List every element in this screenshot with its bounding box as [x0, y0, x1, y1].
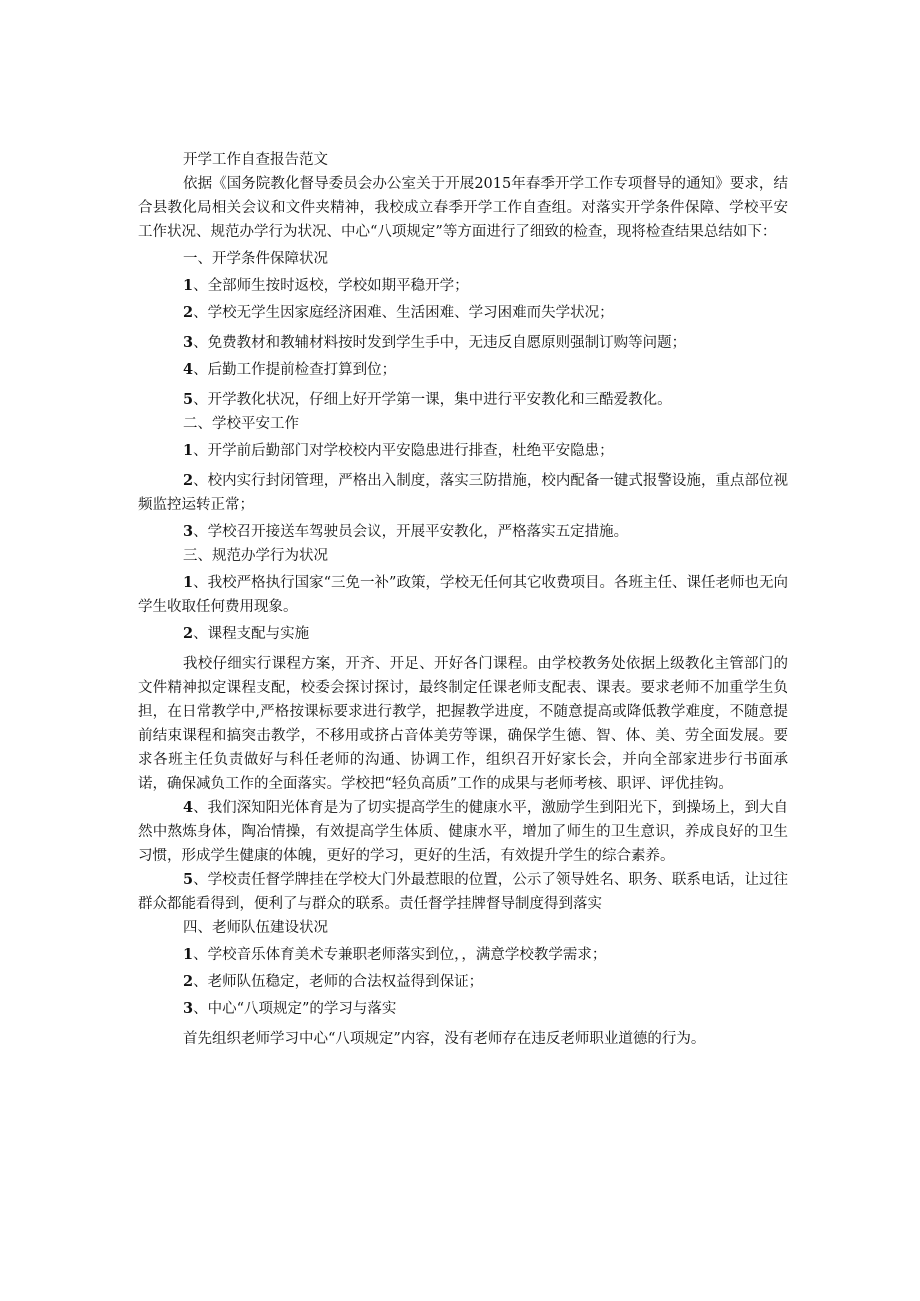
- section-1-item-3: 3、免费教材和教辅材料按时发到学生手中，无违反自愿原则强制订购等问题；: [183, 334, 687, 351]
- section-3-heading: 三、规范办学行为状况: [183, 548, 328, 564]
- section-1-item-5: 5、开学教化状况，仔细上好开学第一课，集中进行平安教化和三酷爱教化。: [183, 391, 672, 408]
- section-2-item-3: 3、学校召开接送车驾驶员会议，开展平安教化，严格落实五定措施。: [183, 523, 629, 540]
- section-3-item-1: 1、我校严格执行国家“三免一补”政策，学校无任何其它收费项目。各班主任、课任老师也无向学生收取任何费用现象。: [138, 574, 788, 615]
- section-4-heading: 四、老师队伍建设状况: [183, 920, 328, 936]
- section-2-item-1: 1、开学前后勤部门对学校校内平安隐患进行排查，杜绝平安隐患；: [183, 442, 614, 459]
- section-3-item-2: 2、课程支配与实施: [183, 625, 310, 642]
- section-1-item-4: 4、后勤工作提前检查打算到位；: [183, 361, 397, 378]
- section-2-item-2: 2、校内实行封闭管理，严格出入制度，落实三防措施，校内配备一键式报警设施，重点部位视频监控运转正常；: [138, 472, 788, 513]
- section-1-item-2: 2、学校无学生因家庭经济困难、生活困难、学习困难而失学状况；: [183, 304, 614, 321]
- section-1-heading: 一、开学条件保障状况: [183, 251, 328, 267]
- section-4-item-1: 1、学校音乐体育美术专兼职老师落实到位，，满意学校教学需求；: [183, 946, 607, 963]
- section-2-heading: 二、学校平安工作: [183, 416, 299, 432]
- section-4-paragraph: 首先组织老师学习中心“八项规定”内容，没有老师存在违反老师职业道德的行为。: [183, 1031, 706, 1047]
- section-4-item-3: 3、中心“八项规定”的学习与落实: [183, 1000, 397, 1017]
- document-title: 开学工作自查报告范文: [183, 152, 328, 168]
- section-3-item-5: 5、学校责任督学牌挂在学校大门外最惹眼的位置，公示了领导姓名、职务、联系电话，让过往群众都能看得到，便利了与群众的联系。责任督学挂牌督导制度得到落实: [138, 871, 788, 912]
- intro-paragraph: 依据《国务院教化督导委员会办公室关于开展2015年春季开学工作专项督导的通知》要求，结合县教化局相关会议和文件夹精神，我校成立春季开学工作自查组。对落实开学条件保障、学校平安工作状况、规范办学行为状况、中心“八项规定”等方面进行了细致的检查，现将检查结果总结如下：: [138, 176, 788, 240]
- section-1-item-1: 1、全部师生按时返校，学校如期平稳开学；: [183, 277, 469, 294]
- section-3-paragraph: 我校仔细实行课程方案，开齐、开足、开好各门课程。由学校教务处依据上级教化主管部门的文件精神拟定课程支配，校委会探讨探讨，最终制定任课老师支配表、课表。要求老师不加重学生负担，在日常教学中,严格按课标要求进行教学，把握教学进度，不随意提高或降低教学难度，不随意提前结束课程和搞突击教学，不移用或挤占音体美劳等课，确保学生德、智、体、美、劳全面发展。要求各班主任负责做好与科任老师的沟通、协调工作，组织召开好家长会，并向全部家进步行书面承诺，确保减负工作的全面落实。学校把“轻负高质”工作的成果与老师考核、职评、评优挂钩。: [138, 656, 788, 792]
- document-body: [138, 148, 788, 1051]
- section-3-item-4: 4、我们深知阳光体育是为了切实提高学生的健康水平，激励学生到阳光下，到操场上，到大自然中熬炼身体，陶冶情操，有效提高学生体质、健康水平，增加了师生的卫生意识，养成良好的卫生习惯，形成学生健康的体魄，更好的学习，更好的生活，有效提升学生的综合素养。: [138, 799, 788, 864]
- section-4-item-2: 2、老师队伍稳定，老师的合法权益得到保证；: [183, 973, 484, 990]
